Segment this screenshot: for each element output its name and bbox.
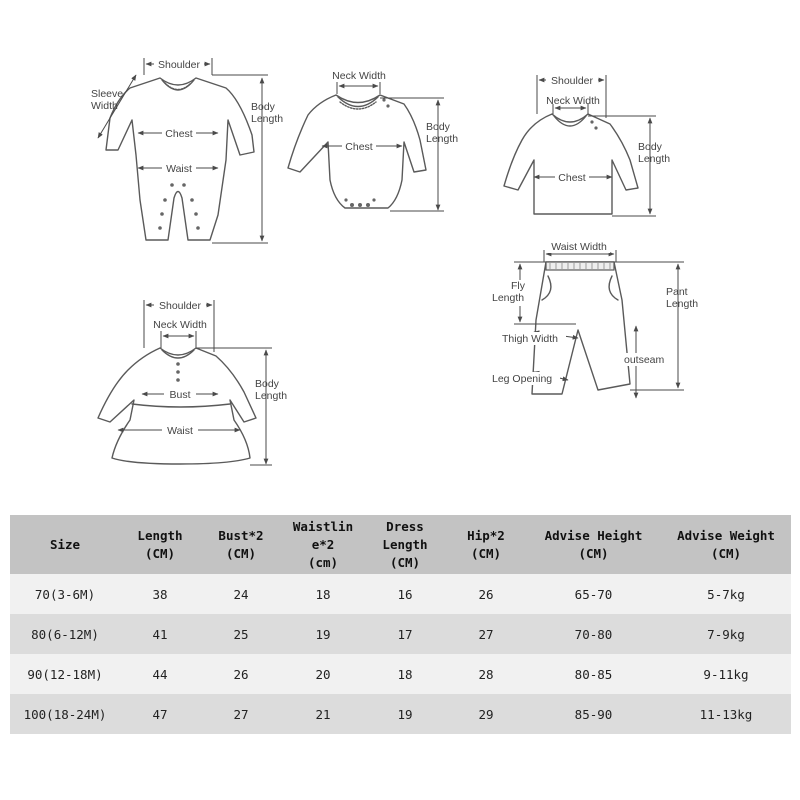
table-row: [10, 694, 791, 734]
size-cell: 90(12-18M): [10, 654, 120, 694]
table-cell: 9-11kg: [661, 654, 791, 694]
romper-sleeve-label: Sleeve: [91, 88, 124, 100]
pants-fly-label: Fly: [511, 280, 525, 292]
table-cell: 17: [364, 614, 446, 654]
table-cell: 11-13kg: [661, 694, 791, 734]
dress-neck-label: Neck Width: [153, 319, 207, 331]
romper-diagram: [91, 57, 283, 243]
bodysuit-diagram: [288, 70, 458, 211]
size-table-header: [10, 515, 791, 574]
column-header: Dress Length (CM): [364, 515, 446, 574]
pants-leg-opening-label: Leg Opening: [492, 373, 553, 385]
romper-waist-label: Waist: [166, 163, 192, 175]
table-cell: 19: [282, 614, 364, 654]
pants-length-label: Pant: [666, 286, 688, 298]
bodysuit-body-label-2: Length: [426, 133, 459, 145]
romper-snaps: [158, 183, 200, 230]
table-cell: 7-9kg: [661, 614, 791, 654]
shirt-chest-label: Chest: [558, 172, 586, 184]
dress-diagram: [98, 298, 287, 465]
dress-bust-label: Bust: [169, 389, 191, 401]
table-cell: 16: [364, 574, 446, 614]
pants-fly-label-2: Length: [492, 292, 525, 304]
table-row: [10, 614, 791, 654]
pants-outseam-label: outseam: [624, 354, 665, 366]
table-cell: 19: [364, 694, 446, 734]
column-header: Bust*2 (CM): [200, 515, 282, 574]
shirt-diagram: [504, 73, 670, 216]
table-cell: 27: [200, 694, 282, 734]
shirt-shoulder-label: Shoulder: [550, 75, 594, 87]
romper-outline: [106, 78, 254, 240]
shirt-body-label: Body: [638, 141, 662, 153]
pants-thigh-label: Thigh Width: [502, 333, 559, 345]
table-cell: 80-85: [526, 654, 661, 694]
dress-body-label-2: Length: [255, 390, 288, 402]
column-header: Hip*2 (CM): [446, 515, 526, 574]
romper-sleeve-label-2: Width: [91, 100, 118, 112]
table-cell: 65-70: [526, 574, 661, 614]
column-header: Size: [10, 515, 120, 574]
column-header: Waistlin e*2 (cm): [282, 515, 364, 574]
table-cell: 41: [120, 614, 200, 654]
bodysuit-neck-label: Neck Width: [332, 70, 386, 82]
table-cell: 38: [120, 574, 200, 614]
romper-shoulder-label: Shoulder: [157, 59, 201, 71]
table-cell: 26: [446, 574, 526, 614]
table-cell: 85-90: [526, 694, 661, 734]
column-header: Advise Weight (CM): [661, 515, 791, 574]
romper-body-label: Body: [251, 101, 275, 113]
column-header: Advise Height (CM): [526, 515, 661, 574]
table-cell: 18: [282, 574, 364, 614]
pants-diagram: [490, 240, 698, 398]
shirt-body-label-2: Length: [638, 153, 671, 165]
bodysuit-chest-label: Chest: [345, 141, 373, 153]
dress-body-label: Body: [255, 378, 279, 390]
table-cell: 20: [282, 654, 364, 694]
table-cell: 28: [446, 654, 526, 694]
size-cell: 100(18-24M): [10, 694, 120, 734]
romper-body-label-2: Length: [251, 113, 284, 125]
dress-waist-label: Waist: [167, 425, 193, 437]
table-cell: 21: [282, 694, 364, 734]
table-cell: 26: [200, 654, 282, 694]
size-cell: 70(3-6M): [10, 574, 120, 614]
bodysuit-body-label: Body: [426, 121, 450, 133]
table-cell: 27: [446, 614, 526, 654]
column-header: Length (CM): [120, 515, 200, 574]
pants-waist-label: Waist Width: [551, 241, 607, 253]
table-cell: 47: [120, 694, 200, 734]
table-cell: 5-7kg: [661, 574, 791, 614]
table-cell: 29: [446, 694, 526, 734]
table-row: [10, 574, 791, 614]
pants-length-label-2: Length: [666, 298, 699, 310]
romper-chest-label: Chest: [165, 128, 193, 140]
table-cell: 44: [120, 654, 200, 694]
shirt-outline: [504, 114, 638, 214]
table-cell: 70-80: [526, 614, 661, 654]
table-cell: 25: [200, 614, 282, 654]
size-cell: 80(6-12M): [10, 614, 120, 654]
size-chart-table: [10, 515, 791, 734]
shirt-neck-label: Neck Width: [546, 95, 600, 107]
table-cell: 18: [364, 654, 446, 694]
dress-shoulder-label: Shoulder: [158, 300, 202, 312]
table-row: [10, 654, 791, 694]
table-cell: 24: [200, 574, 282, 614]
